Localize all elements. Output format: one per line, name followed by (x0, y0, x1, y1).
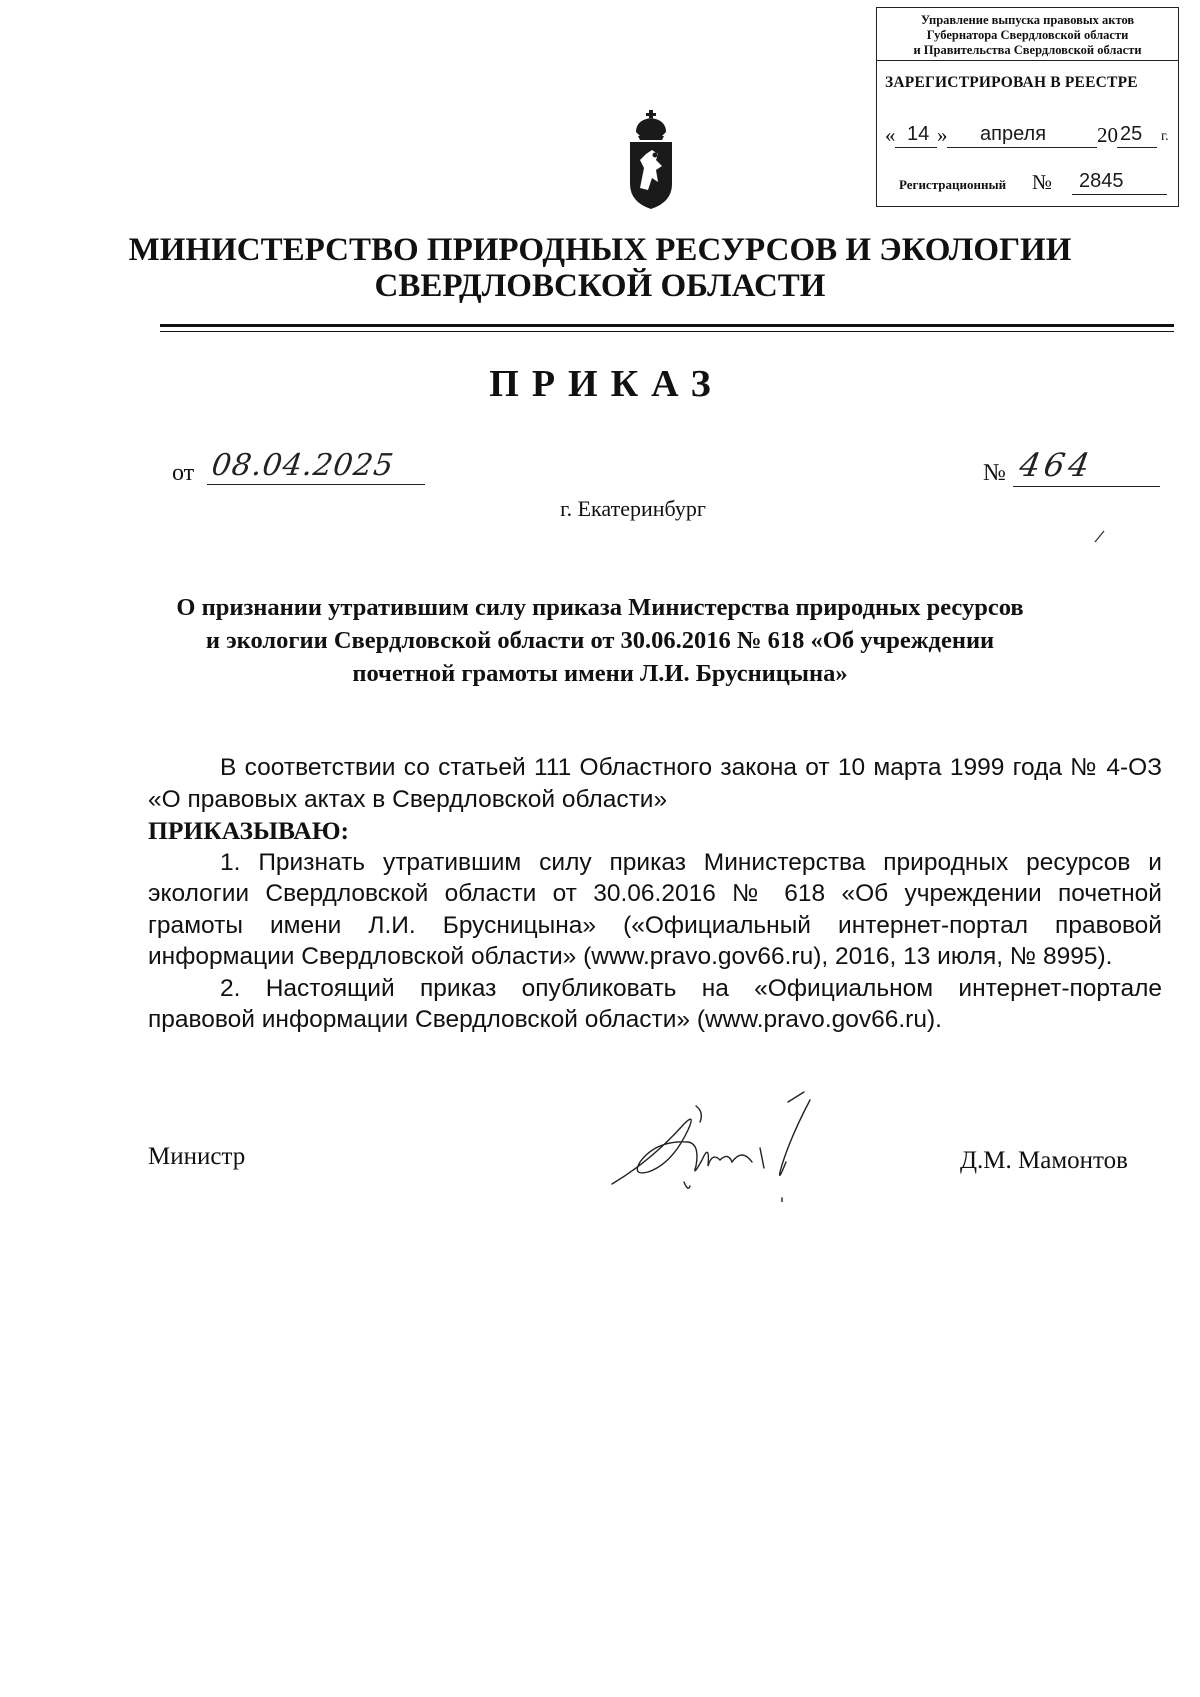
order-subject-line: О признании утратившим силу приказа Министерства природных ресурсов (176, 594, 1024, 621)
document-type: ПРИКАЗ (489, 363, 724, 405)
order-date-label: от (172, 460, 195, 486)
order-date-handwritten: 08.04.2025 (209, 448, 397, 483)
stamp-date-day-line (895, 147, 937, 148)
stamp-header-line: и Правительства Свердловской области (913, 43, 1142, 57)
ministry-title-line1: МИНИСТЕРСТВО ПРИРОДНЫХ РЕСУРСОВ И ЭКОЛОГИИ (128, 232, 1072, 268)
stamp-date-day: 14 (907, 123, 930, 145)
signer-name: Д.М. Мамонтов (960, 1147, 1128, 1174)
header-rule-thick (160, 324, 1174, 327)
stamp-reg-number (899, 170, 1169, 196)
order-body (148, 752, 1162, 1036)
coat-of-arms-icon (622, 110, 680, 210)
order-number-label: № (983, 460, 1006, 486)
handwritten-signature-icon (592, 1082, 892, 1202)
order-subject-line: и экологии Свердловской области от 30.06.2016 № 618 «Об учреждении (205, 627, 995, 654)
stamp-header-line: Губернатора Свердловской области (926, 28, 1129, 42)
signer-position: Министр (148, 1143, 246, 1170)
stamp-date-year-suffix: 25 (1120, 123, 1143, 145)
order-item-2: 2. Настоящий приказ опубликовать на «Официальном интернет-портале правовой информации Свердловской области» (www.pravo.gov66.ru). (148, 974, 1162, 1033)
registration-stamp (876, 7, 1179, 207)
order-subject-line: почетной грамоты имени Л.И. Брусницына» (352, 660, 848, 687)
pen-mark-icon (1092, 528, 1112, 544)
order-date-line (207, 484, 425, 485)
city: г. Екатеринбург (560, 496, 706, 521)
stamp-header-line: Управление выпуска правовых актов (920, 13, 1135, 27)
stamp-date-month: апреля (980, 123, 1047, 145)
ministry-title-line2: СВЕРДЛОВСКОЙ ОБЛАСТИ (374, 268, 826, 304)
stamp-date-open-quote: « (885, 123, 896, 147)
stamp-date (885, 123, 1175, 149)
ministry-title (0, 232, 1200, 304)
preamble: В соответствии со статьей 111 Областного закона от 10 марта 1999 года № 4-ОЗ «О правовых актах в Свердловской области» (148, 754, 1162, 813)
stamp-date-year-abbr: г. (1161, 129, 1169, 144)
order-subject (130, 591, 1070, 690)
stamp-reg-number-sign: № (1032, 170, 1053, 194)
stamp-reg-number-value: 2845 (1079, 170, 1124, 192)
stamp-date-month-line (947, 147, 1097, 148)
stamp-date-close-quote: » (937, 123, 948, 147)
stamp-header (877, 8, 1178, 61)
orders-word: ПРИКАЗЫВАЮ: (148, 816, 350, 845)
stamp-reg-number-line (1072, 194, 1167, 195)
order-item-1: 1. Признать утратившим силу приказ Министерства природных ресурсов и экологии Свердловской области от 30.06.2016 № 618 «Об учреждении почетной грамоты имени Л.И. Брусницына» («Официальный интернет-портал правовой информации Свердловской области» (www.pravo.gov66.ru), 2016, 13 июля, № 8995). (148, 848, 1162, 970)
stamp-registered-label: ЗАРЕГИСТРИРОВАН В РЕЕСТРЕ (885, 74, 1138, 91)
order-number-handwritten: 464 (1016, 446, 1097, 484)
stamp-date-year-line (1117, 147, 1157, 148)
stamp-reg-number-label: Регистрационный (899, 177, 1007, 192)
order-number-line (1013, 486, 1160, 487)
stamp-date-year-prefix: 20 (1097, 123, 1118, 147)
header-rule-thin (160, 331, 1174, 332)
